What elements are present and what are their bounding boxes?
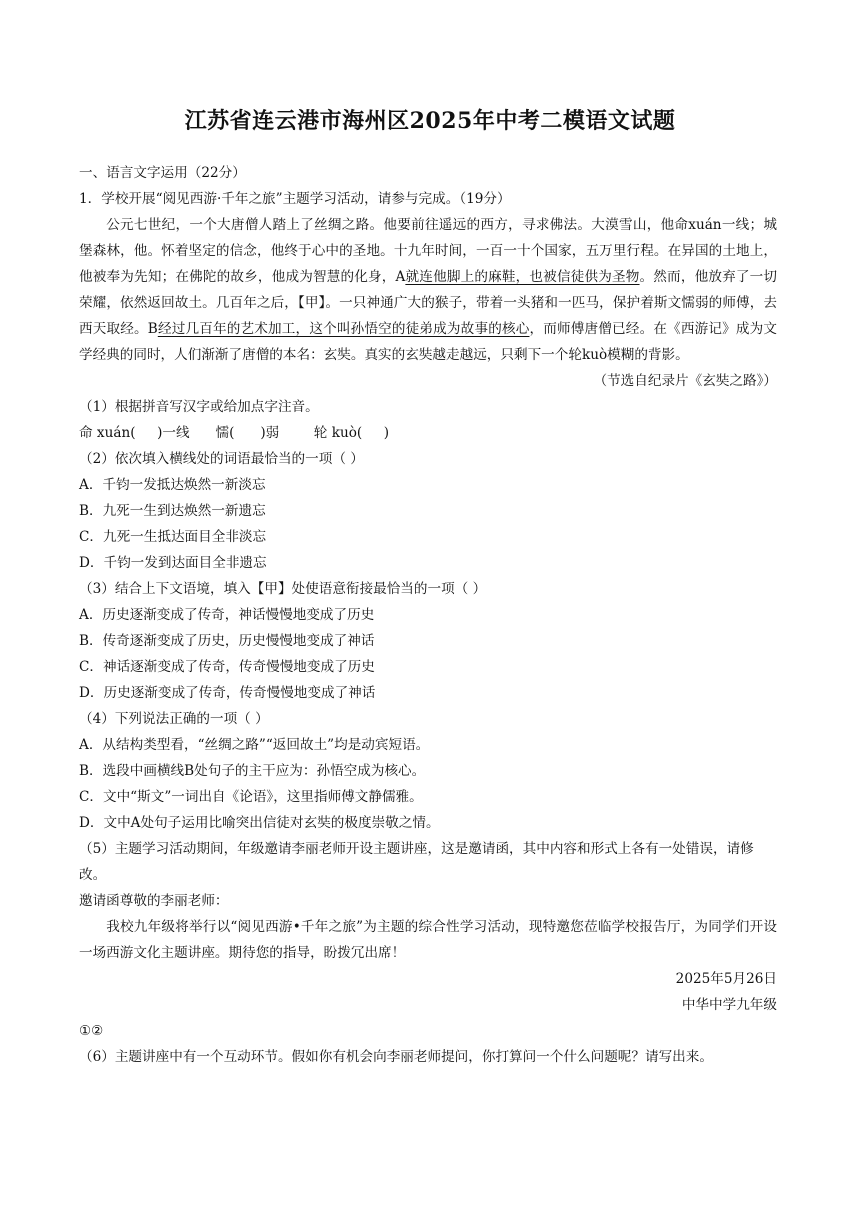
option-b: B．九死一生到达焕然一新遗忘 — [79, 503, 266, 519]
option-d: D．千钧一发到达面目全非遗忘 — [79, 555, 267, 571]
question-1-stem: 1．学校开展“阅见西游·千年之旅”主题学习活动，请参与完成。（19分） — [79, 191, 511, 207]
letter-sender: 中华中学九年级 — [681, 997, 777, 1013]
option-d: D．文中A处句子运用比喻突出信徒对玄奘的极度崇敬之情。 — [79, 815, 440, 831]
option-d: D．历史逐渐变成了传奇，传奇慢慢地变成了神话 — [79, 685, 376, 701]
question-1-2: （2）依次填入横线处的词语最恰当的一项（ ） — [79, 451, 364, 467]
passage-text-1: 公元七世纪，一个大唐僧人踏上了丝绸之路。他要前往遥远的西方，寻求佛法。大漠雪山，他命xuán一线；城堡森林，他 — [79, 217, 777, 259]
option-a: A．历史逐渐变成了传奇，神话慢慢地变成了历史 — [79, 607, 375, 623]
underlined-sentence-a: 就连他脚上的麻鞋，也被信徒供为圣物 — [405, 269, 640, 285]
passage-text-3: 。然而，他放弃了一切荣耀，依然返回故土。几百年之后，【甲】。一只神通广大的猴子，带着一头猪和一匹马，保护着斯文懦弱的师傅，去西天取经。B — [79, 269, 777, 337]
question-1-1: （1）根据拼音写汉字或给加点字注音。 — [79, 399, 319, 415]
option-b: B．传奇逐渐变成了历史，历史慢慢地变成了神话 — [79, 633, 375, 649]
option-a: A．从结构类型看，“丝绸之路”“返回故土”均是动宾短语。 — [79, 737, 430, 753]
answer-marks: ①② — [79, 1023, 104, 1039]
underlined-sentence-b: 经过几百年的艺术加工，这个叫孙悟空的徒弟成为故事的核心 — [157, 321, 530, 337]
reading-passage — [79, 212, 777, 368]
exam-content — [79, 160, 777, 1070]
passage-text-4: ，而师傅唐僧已经。在《西游记》成为文学经典的同时，人们渐渐了唐僧的本名：玄奘。真实的玄奘越走越远，只剩下一个轮kuò模糊的背影。 — [79, 321, 777, 363]
question-1-3: （3）结合上下文语境，填入【甲】处使语意衔接最恰当的一项（ ） — [79, 581, 487, 597]
question-1-5: （5）主题学习活动期间，年级邀请李丽老师开设主题讲座，这是邀请函，其中内容和形式上各有一处错误，请修改。 — [79, 841, 754, 883]
question-1-1-blanks: 命 xuán( )一线 懦( )弱 轮 kuò( ) — [79, 425, 390, 441]
question-1-6: （6）主题讲座中有一个互动环节。假如你有机会向李丽老师提问，你打算问一个什么问题呢？请写出来。 — [79, 1049, 713, 1065]
passage-source: （节选自纪录片《玄奘之路》） — [593, 373, 777, 389]
option-a: A．千钧一发抵达焕然一新淡忘 — [79, 477, 266, 493]
option-c: C．文中“斯文”一词出自《论语》，这里指师傅文静儒雅。 — [79, 789, 423, 805]
passage-text-2: 。怀着坚定的信念，他终于心中的圣地。十九年时间，一百一十个国家，五万里行程。在异国的土地上，他被奉为先知；在佛陀的故乡，他成为智慧的化身，A — [79, 243, 778, 285]
letter-date: 2025年5月26日 — [675, 971, 777, 987]
page-title: 江苏省连云港市海州区2025年中考二模语文试题 — [184, 108, 676, 134]
section-heading: 一、语言文字运用（22分） — [79, 165, 246, 181]
letter-salutation: 邀请函尊敬的李丽老师： — [79, 893, 229, 909]
option-c: C．神话逐渐变成了传奇，传奇慢慢地变成了历史 — [79, 659, 375, 675]
option-b: B．选段中画横线B处句子的主干应为：孙悟空成为核心。 — [79, 763, 426, 779]
letter-body: 我校九年级将举行以“阅见西游•千年之旅”为主题的综合性学习活动，现特邀您莅临学校报告厅，为同学们开设一场西游文化主题讲座。期待您的指导，盼拨冗出席！ — [79, 919, 777, 961]
question-1-4: （4）下列说法正确的一项（ ） — [79, 711, 269, 727]
option-c: C．九死一生抵达面目全非淡忘 — [79, 529, 267, 545]
